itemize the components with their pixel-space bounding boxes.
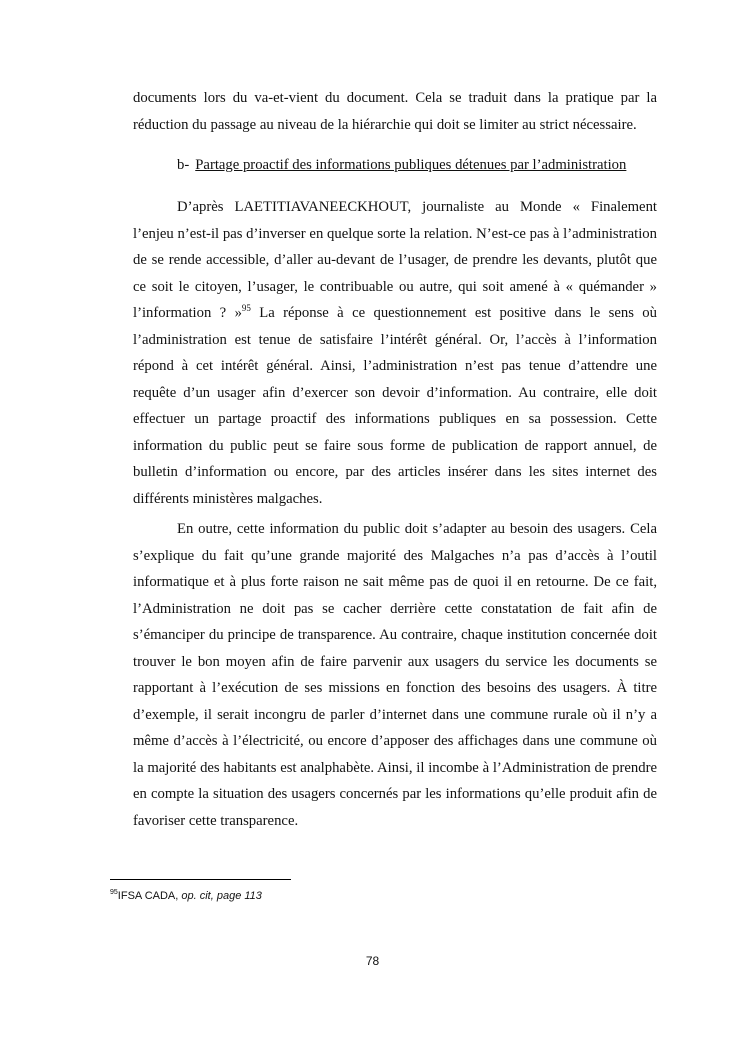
paragraph-usagers: En outre, cette information du public doit s’adapter au besoin des usagers. Cela s’explique du fait qu’une grande majorité des Malgaches n’a pas d’accès à l’outil informatique et à plus forte raison ne sait même pas de quoi il en retourne. De ce fait, l’Administration ne doit pas se cacher derrière cette constatation de fait afin de s’émanciper du principe de transparence. Au contraire, chaque institution concernée doit trouver le bon moyen afin de faire parvenir aux usagers du service les documents se rapportant à l’exécution de ses missions en fonction des besoins des usagers. À titre d’exemple, il serait incongru de parler d’internet dans une commune rurale où il n’y a même d’accès à l’électricité, ou encore d’apposer des affichages dans une commune où la majorité des habitants est analphabète. Ainsi, il incombe à l’Administration de prendre en compte la situation des usagers concernés par les informations qu’elle produit afin de favoriser cette transparence. — [133, 521, 657, 829]
page-number: 78 — [365, 954, 380, 968]
footnote-number: 95 — [110, 889, 118, 896]
paragraph-quote-text: D’après LAETITIAVANEECKHOUT, journaliste au Monde « Finalement l’enjeu n’est-il pas d’inverser en quelque sorte la relation. N’est-ce pas à l’administration de se rende accessible, d’aller au-devant de l’usager, de prendre les devants, plutôt que ce soit le citoyen, l’usager, le contribuable ou autre, qui soit amené à « quémander » l’information ? » — [133, 199, 657, 321]
section-heading-label: b- — [177, 157, 190, 173]
footnote-divider — [110, 879, 291, 880]
footnote-reference-italic: op. cit, page 113 — [181, 890, 262, 902]
footnote-reference[interactable]: 95 — [241, 303, 251, 313]
paragraph-quote — [133, 194, 657, 512]
section-heading-title: Partage proactif des informations publiques détenues par l’administration — [195, 157, 627, 173]
paragraph-quote-continuation: La réponse à ce questionnement est positive dans le sens où l’administration est tenue de satisfaire l’intérêt général. Or, l’accès à l’information répond à cet intérêt général. Ainsi, l’administration n’est pas tenue d’attendre une requête d’un usager afin d’exercer son devoir d’information. Au contraire, elle doit effectuer un partage proactif des informations publiques en sa possession. Cette information du public peut se faire sous forme de publication de rapport annuel, de bulletin d’information ou encore, par des articles insérer dans les sites internet des différents ministères malgaches. — [133, 305, 657, 507]
footnote-source: IFSA CADA, — [117, 890, 182, 902]
footnote — [110, 888, 262, 904]
paragraph-continuation: documents lors du va-et-vient du document. Cela se traduit dans la pratique par la réduction du passage au niveau de la hiérarchie qui doit se limiter au strict nécessaire. — [133, 90, 657, 133]
section-heading — [177, 152, 657, 179]
